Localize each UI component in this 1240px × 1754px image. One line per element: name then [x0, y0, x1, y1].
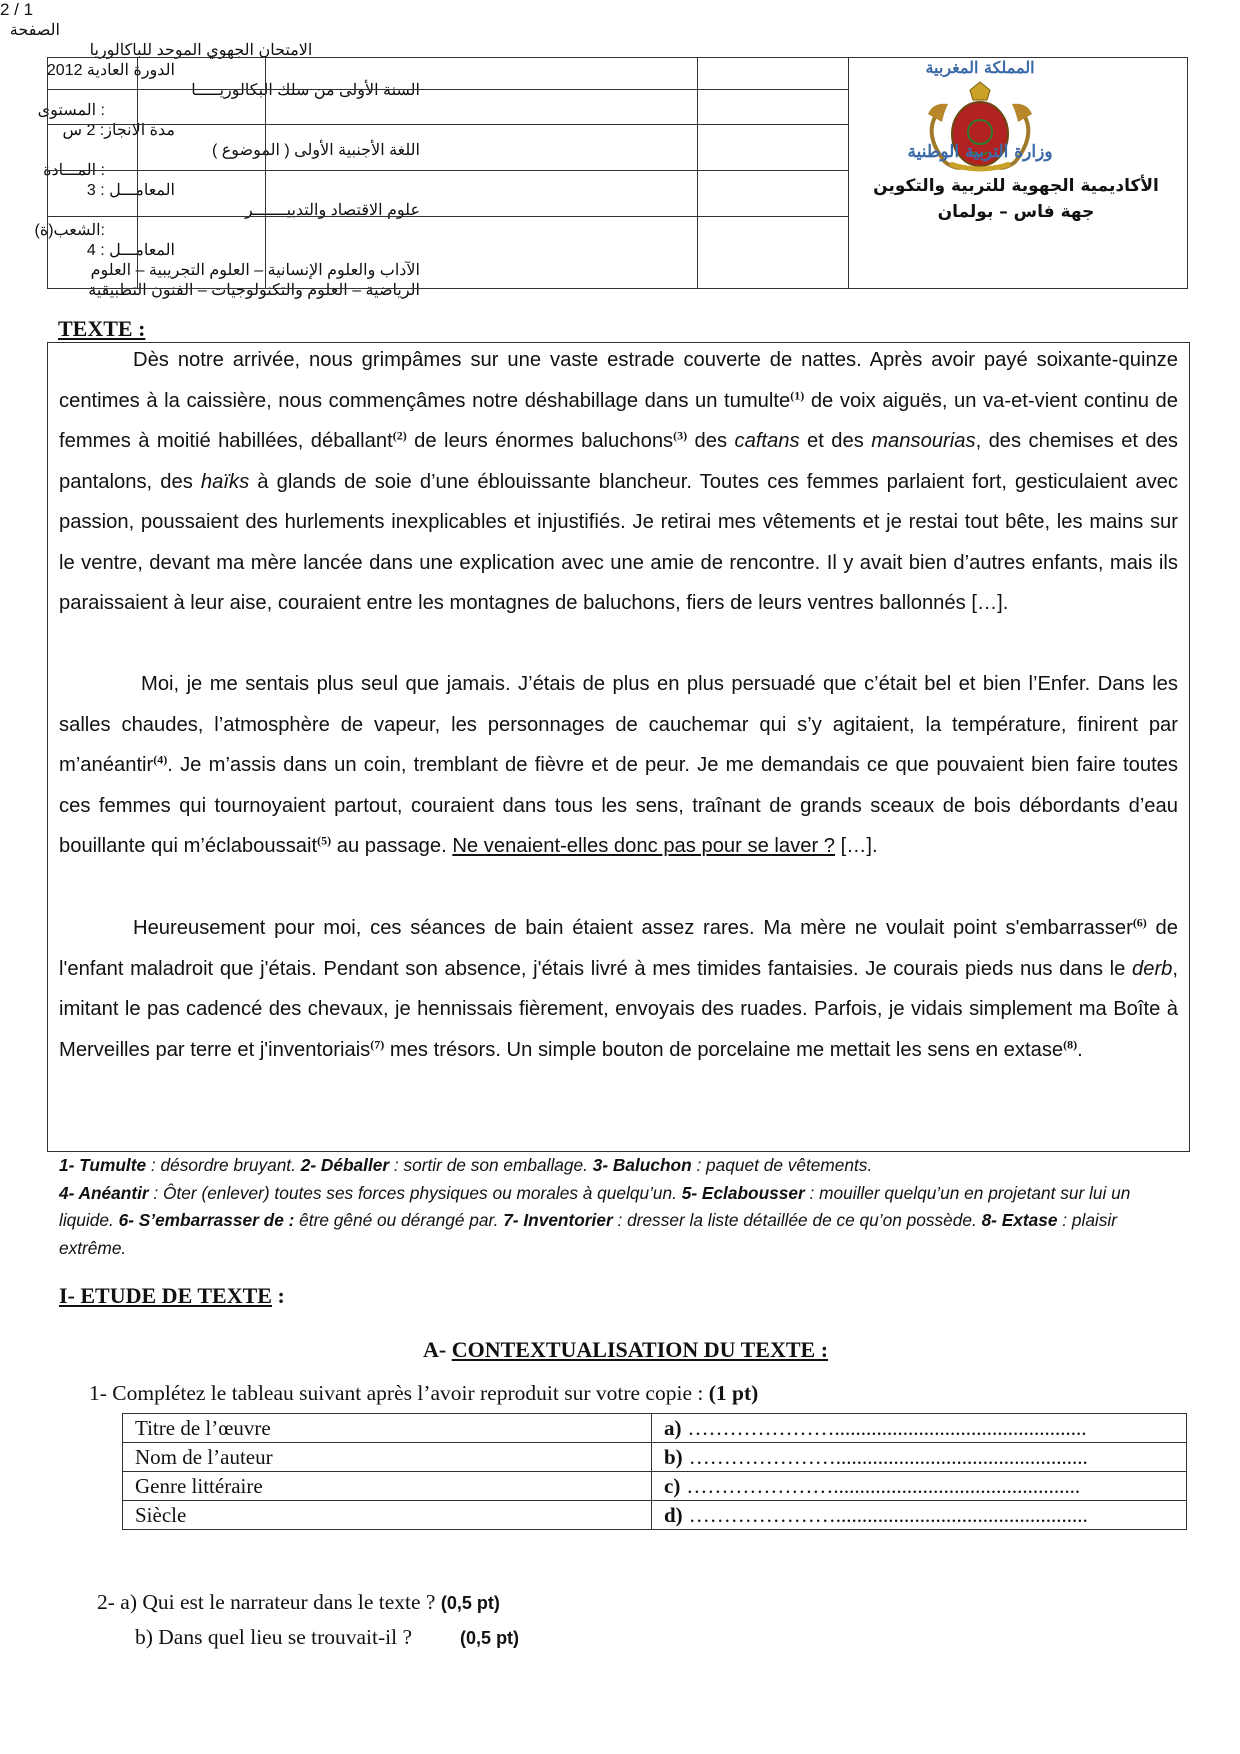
table-row: Titre de l’œuvre a) …………………................................................: [123, 1414, 1187, 1443]
level-value: السنة الأولى من سلك البكالوريـــــا: [191, 82, 420, 99]
texte-title: TEXTE :: [58, 316, 146, 341]
context-table: [122, 1413, 1187, 1530]
branch1-value: علوم الاقتصاد والتدبيـــــــر: [244, 202, 420, 219]
session-label: الدورة العادية 2012: [46, 62, 175, 79]
duration-label: مدة الانجاز: 2 س: [62, 122, 175, 139]
table-row: Genre littéraire c) …………………...............................................: [123, 1472, 1187, 1501]
table-row: Siècle d) …………………................................................: [123, 1501, 1187, 1530]
paragraph-3: Heureusement pour moi, ces séances de bain étaient assez rares. Ma mère ne voulait point s'embarrasser$^{(6)}$ de l'enfant maladroit que j'étais. Pendant son absence, j'étais livré à mes timides fantaisies. Je courais pieds nus dans le derb, imitant le pas cadencé des chevaux, je hennissais fièrement, envoyais des ruades. Parfois, je vidais simplement ma Boîte à Merveilles par terre et j'inventoriais$^{(7)}$ mes trésors. Un simple bouton de porcelaine me mettait les sens en extase$^{(8)}$.: [59, 915, 1178, 1061]
paragraph-1: Dès notre arrivée, nous grimpâmes sur une vaste estrade couverte de nattes. Après avoir payé soixante-quinze centimes à la caissière, nous commençâmes notre déshabillage dans un tumulte$^{(1)}$ de voix aiguës, un va-et-vient continu de femmes à moitié habillées, déballant$^{(2)}$ de leurs énormes baluchons$^{(3)}$ des caftans et des mansourias, des chemises et des pantalons, des haïks à glands de soie d’une éblouissante blancheur. Toutes ces femmes parlaient fort, gesticulaient avec passion, poussaient des hurlements inexplicables et injustifiés. Je retirai mes vêtements et je restai tout bête, les mains sur le ventre, devant ma mère lancée dans une explication avec une amie de rencontre. Il y avait bien d’autres enfants, mais ils paraissaient à leur aise, couraient entre les montagnes de baluchons, fiers de leurs ventres ballonnés […].: [59, 349, 1178, 614]
subject-label: المـــادة :: [43, 162, 105, 179]
page-label: الصفحة: [9, 22, 60, 39]
section-contextualisation: A- CONTEXTUALISATION DU TEXTE :: [423, 1337, 829, 1362]
coef2-label: المعامـــل : 4: [86, 242, 175, 259]
subject-value: اللغة الأجنبية الأولى ( الموضوع ): [211, 142, 420, 159]
branch2-line1: الآداب والعلوم الإنسانية – العلوم التجريبية – العلوم: [90, 262, 420, 279]
glossary-notes: 1- Tumulte : désordre bruyant. 2- Déballer : sortir de son emballage. 3- Baluchon : paquet de vêtements. 4- Anéantir : Ôter (enlever) toutes ses forces physiques ou morales à quelqu’un. 5- Eclabousser : mouiller quelqu’un en projetant sur lui un liquide. 6- S’embarrasser de : être gêné ou dérangé par. 7- Inventorier : dresser la liste détaillée de ce qu’on possède. 8- Extase : plaisir extrême.: [59, 1155, 1131, 1258]
branch-label: الشعب(ة):: [34, 222, 105, 239]
table-row: Nom de l’auteur b) …………………................................................: [123, 1443, 1187, 1472]
ministry-label: وزارة التربية الوطنية: [907, 142, 1053, 162]
page-number: 2 / 1: [0, 0, 34, 19]
question-1: 1- Complétez le tableau suivant après l’avoir reproduit sur votre copie : (1 pt): [89, 1381, 759, 1405]
exam-title: الامتحان الجهوي الموحد للباكالوريا: [89, 42, 313, 59]
level-label: المستوى :: [37, 102, 105, 119]
paragraph-2: Moi, je me sentais plus seul que jamais. J’étais de plus en plus persuadé que c’était bel et bien l’Enfer. Dans les salles chaudes, l’atmosphère de vapeur, les personnages de cauchemar qui s’y agitaient, la température, finirent par m’anéantir$^{(4)}$. Je m’assis dans un coin, tremblant de fièvre et de peur. Je me demandais ce que pouvaient bien faire toutes ces femmes qui tournoyaient partout, couraient dans tous les sens, traînant de grands sceaux de bois débordants d’eau bouillante qui m’éclaboussait$^{(5)}$ au passage. Ne venaient-elles donc pas pour se laver ? […].: [59, 673, 1178, 857]
moroccan-coat-of-arms-icon: [880, 62, 1080, 182]
kingdom-label: المملكة المغربية: [925, 58, 1035, 77]
academy-label: الأكاديمية الجهوية للتربية والتكوين جهة فاس – بولمان: [873, 176, 1159, 222]
question-2: 2- a) Qui est le narrateur dans le texte ? (0,5 pt) b) Dans quel lieu se trouvait-il ? (0,5 pt): [97, 1590, 520, 1649]
section-etude-de-texte: I- ETUDE DE TEXTE :: [59, 1283, 285, 1308]
coef1-label: المعامـــل : 3: [86, 182, 175, 199]
branch2-line2: الرياضية – العلوم والتكنولوجيات – الفنون التطبيقية: [88, 282, 420, 299]
